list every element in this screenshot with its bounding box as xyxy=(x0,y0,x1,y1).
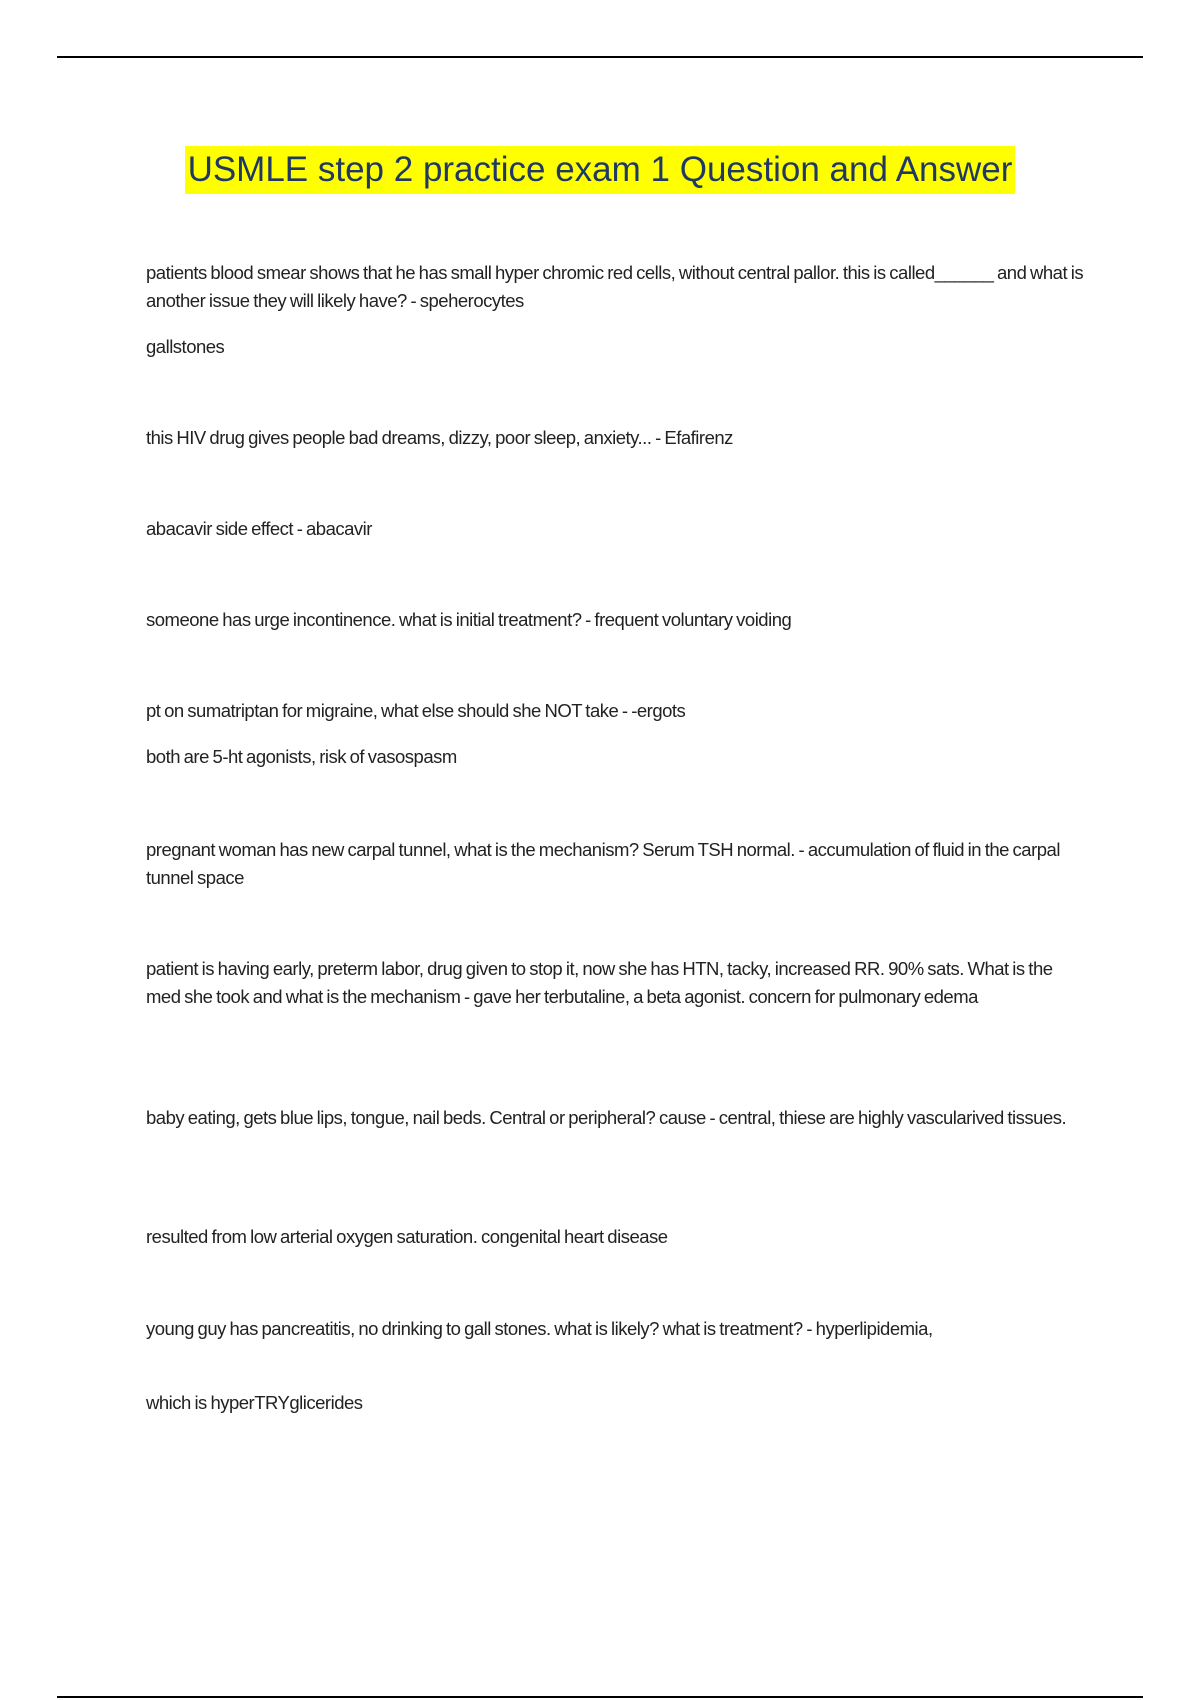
paragraph: which is hyperTRYglicerides xyxy=(146,1392,363,1413)
paragraph: patient is having early, preterm labor, drug given to stop it, now she has HTN, tacky, increased RR. 90% sats. What is the med she took and what is the mechanism - gave her terbutaline, a beta agonist. concern for pulmonary edema xyxy=(146,958,1053,1007)
paragraph: patients blood smear shows that he has small hyper chromic red cells, without central pallor. this is called______ and what is another issue they will likely have? - speherocytes xyxy=(146,262,1084,311)
paragraph: baby eating, gets blue lips, tongue, nail beds. Central or peripheral? cause - central, thiese are highly vascularived tissues. xyxy=(146,1107,1067,1128)
paragraph: pregnant woman has new carpal tunnel, what is the mechanism? Serum TSH normal. - accumulation of fluid in the carpal tunnel space xyxy=(146,839,1060,888)
title-container xyxy=(0,146,1200,194)
paragraph: this HIV drug gives people bad dreams, dizzy, poor sleep, anxiety... - Efafirenz xyxy=(146,427,733,448)
paragraph: abacavir side effect - abacavir xyxy=(146,518,372,539)
paragraph: pt on sumatriptan for migraine, what else should she NOT take - -ergots xyxy=(146,700,686,721)
paragraph: both are 5-ht agonists, risk of vasospasm xyxy=(146,746,457,767)
paragraph: gallstones xyxy=(146,336,225,357)
top-rule xyxy=(57,56,1143,58)
paragraph: resulted from low arterial oxygen saturation. congenital heart disease xyxy=(146,1226,668,1247)
paragraph: young guy has pancreatitis, no drinking to gall stones. what is likely? what is treatment? - hyperlipidemia, xyxy=(146,1318,933,1339)
bottom-rule xyxy=(57,1696,1143,1698)
paragraph: someone has urge incontinence. what is initial treatment? - frequent voluntary voiding xyxy=(146,609,792,630)
document-title: USMLE step 2 practice exam 1 Question and Answer xyxy=(185,146,1016,194)
